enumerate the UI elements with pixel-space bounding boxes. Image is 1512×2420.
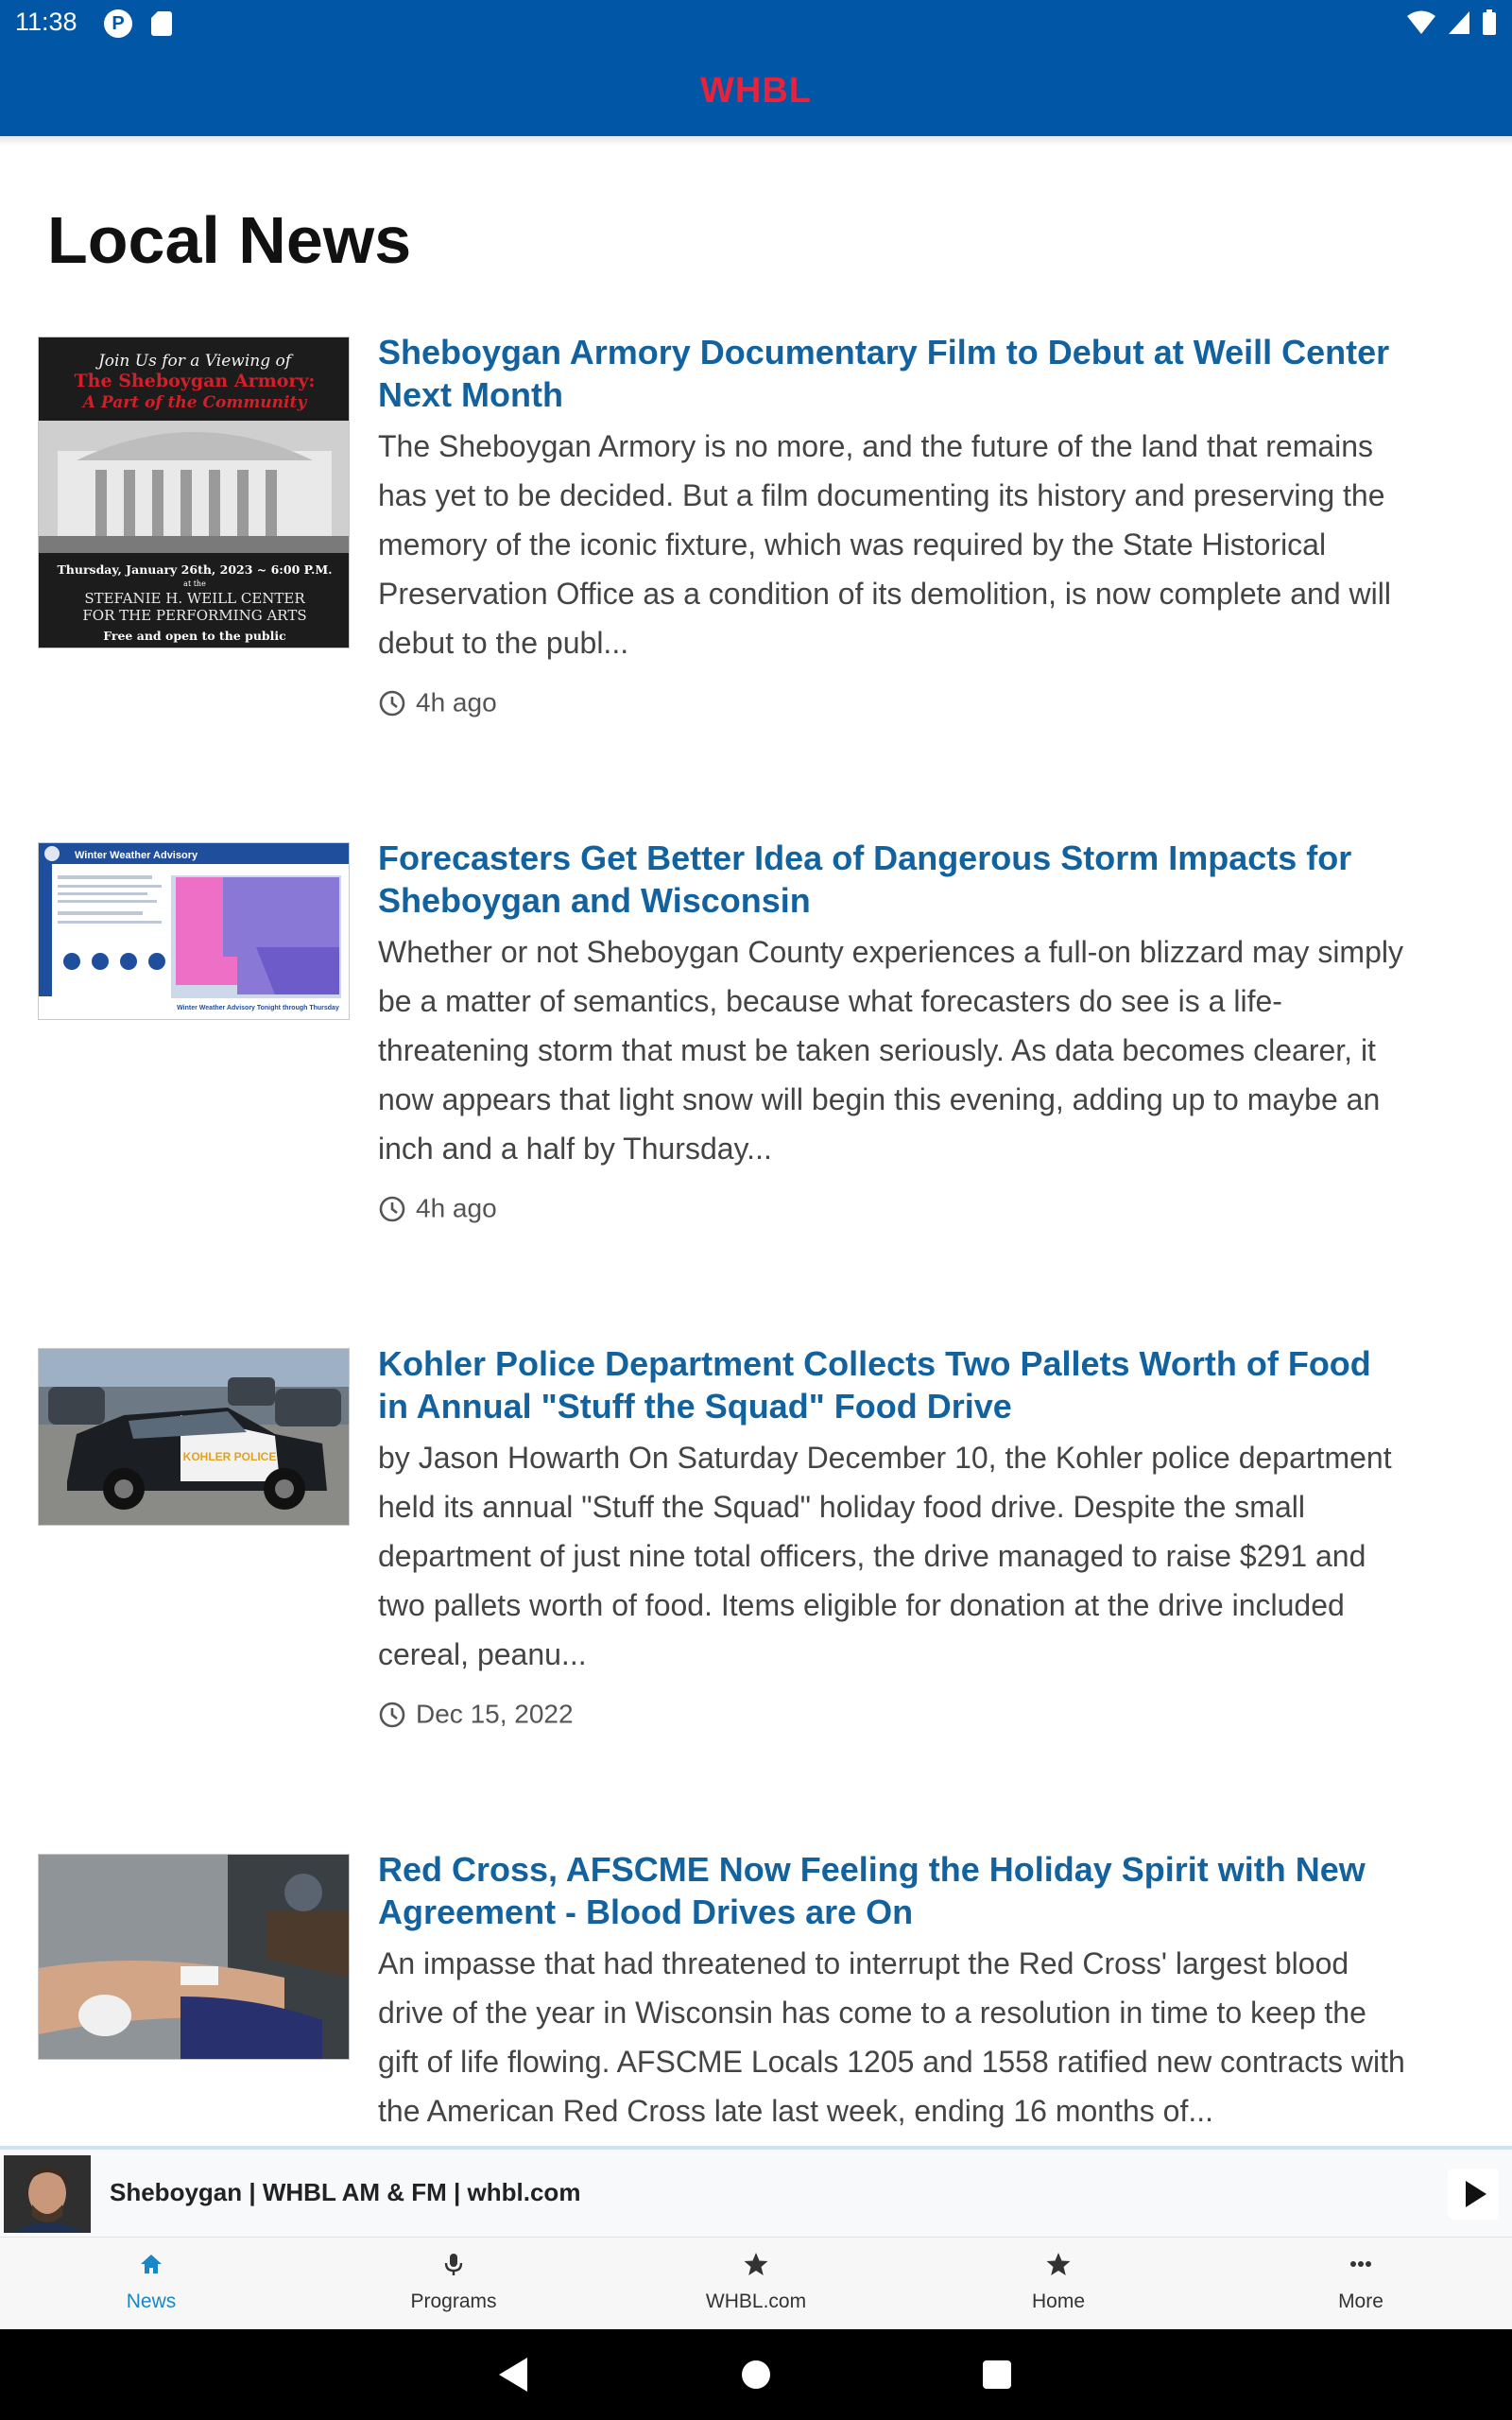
nav-label: News <box>126 2290 177 2312</box>
news-article[interactable] <box>0 1342 1512 1834</box>
police-car-image <box>39 1349 350 1526</box>
clock-icon <box>378 1195 406 1223</box>
nav-label: WHBL.com <box>705 2290 807 2312</box>
poster-line3: A Part of the Community <box>82 393 307 412</box>
poster-line2: The Sheboygan Armory: <box>74 371 316 391</box>
more-dots-icon <box>1348 2251 1374 2277</box>
armory-poster-image <box>39 337 350 648</box>
home-circle-icon[interactable] <box>742 2360 770 2389</box>
article-thumbnail[interactable] <box>38 337 350 648</box>
nav-label: Programs <box>410 2290 497 2312</box>
status-bar <box>0 0 1512 49</box>
article-thumbnail[interactable] <box>38 1348 350 1526</box>
app-bar <box>0 0 1512 136</box>
system-navigation-bar <box>0 2329 1512 2420</box>
wifi-icon <box>1406 9 1436 36</box>
nav-tab-home[interactable] <box>907 2238 1210 2330</box>
station-title: Sheboygan | WHBL AM & FM | whbl.com <box>110 2178 581 2206</box>
article-summary: An impasse that had threatened to interrupt the Red Cross' largest blood drive of the year in Wisconsin has come to a resolution in time to keep the gift of life flowing. AFSCME Locals 1205 and 1558 ratified new contracts with the American Red Cross late last week, ending 16 months of... <box>378 1946 1405 2128</box>
star-icon <box>1045 2251 1072 2277</box>
poster-line1: Join Us for a Viewing of <box>97 352 292 371</box>
nav-tab-whbl-com[interactable] <box>605 2238 907 2330</box>
article-summary: The Sheboygan Armory is no more, and the future of the land that remains has yet to be decided. But a film documenting its history and preserving the memory of the iconic fixture, which was required by the State Historical Preservation Office as a condition of its demolition, is now complete and will debut to the publ... <box>378 429 1391 660</box>
star-icon <box>743 2251 769 2277</box>
article-timestamp <box>378 686 497 720</box>
nav-label: More <box>1338 2290 1383 2312</box>
poster-line6: STEFANIE H. WEILL CENTER <box>84 590 305 607</box>
news-article[interactable] <box>0 837 1512 1328</box>
article-headline[interactable]: Kohler Police Department Collects Two Pallets Worth of Food in Annual "Stuff the Squad" Food Drive <box>378 1344 1371 1426</box>
article-time: Dec 15, 2022 <box>416 1699 574 1729</box>
article-thumbnail[interactable] <box>38 1854 350 2060</box>
back-icon[interactable] <box>499 2358 527 2392</box>
article-summary: by Jason Howarth On Saturday December 10, the Kohler police department held its annual "Stuff the Squad" holiday food drive. Despite the small department of just nine total officers, the drive managed to raise $291 and two pallets worth of food. Items eligible for donation at the drive included cereal, peanu... <box>378 1441 1392 1671</box>
clock-icon <box>378 689 406 717</box>
news-feed[interactable] <box>0 331 1512 2146</box>
sd-card-icon <box>151 11 172 36</box>
poster-line4: Thursday, January 26th, 2023 ~ 6:00 P.M. <box>57 562 333 577</box>
status-time: 11:38 <box>15 8 77 36</box>
article-headline[interactable]: Sheboygan Armory Documentary Film to Debut at Weill Center Next Month <box>378 333 1390 414</box>
article-timestamp <box>378 1698 574 1732</box>
play-icon[interactable] <box>1448 2169 1499 2220</box>
host-avatar <box>4 2155 91 2233</box>
microphone-icon <box>440 2251 467 2277</box>
advisory-title: Winter Weather Advisory <box>75 850 198 861</box>
advisory-caption: Winter Weather Advisory Tonight through Thursday <box>177 1005 339 1011</box>
article-time: 4h ago <box>416 1193 497 1223</box>
clock-icon <box>378 1701 406 1729</box>
status-indicators <box>1400 9 1497 38</box>
nav-label: Home <box>1031 2290 1086 2312</box>
article-headline[interactable]: Forecasters Get Better Idea of Dangerous Storm Impacts for Sheboygan and Wisconsin <box>378 838 1352 920</box>
mini-player[interactable] <box>0 2146 1512 2237</box>
cell-signal-icon <box>1447 9 1471 36</box>
page-title: Local News <box>47 203 412 277</box>
news-article[interactable] <box>0 331 1512 822</box>
poster-line5: at the <box>183 579 206 588</box>
whbl-logo: WHBL <box>700 71 812 111</box>
nav-tab-more[interactable] <box>1210 2238 1512 2330</box>
car-door-text: KOHLER POLICE <box>182 1450 277 1463</box>
bottom-navigation <box>0 2237 1512 2329</box>
article-timestamp <box>378 1192 497 1226</box>
nav-tab-news[interactable] <box>0 2238 302 2330</box>
notification-app-icon: P <box>104 9 132 38</box>
battery-icon <box>1482 9 1497 36</box>
recents-icon[interactable] <box>983 2360 1011 2389</box>
article-summary: Whether or not Sheboygan County experiences a full-on blizzard may simply be a matter of semantics, because what forecasters do see is a life-threatening storm that must be taken seriously. As data becomes clearer, it now appears that light snow will begin this evening, adding up to maybe an inch and a half by Thursday... <box>378 935 1403 1166</box>
blood-donation-image <box>39 1855 350 2060</box>
article-time: 4h ago <box>416 687 497 717</box>
nav-tab-programs[interactable] <box>302 2238 605 2330</box>
weather-advisory-map-image <box>39 843 350 1020</box>
poster-line7: FOR THE PERFORMING ARTS <box>82 607 307 624</box>
home-icon <box>138 2251 164 2277</box>
poster-line8: Free and open to the public <box>103 629 286 643</box>
news-article[interactable] <box>0 1848 1512 2146</box>
article-headline[interactable]: Red Cross, AFSCME Now Feeling the Holiday Spirit with New Agreement - Blood Drives are On <box>378 1850 1366 1931</box>
article-thumbnail[interactable] <box>38 842 350 1020</box>
